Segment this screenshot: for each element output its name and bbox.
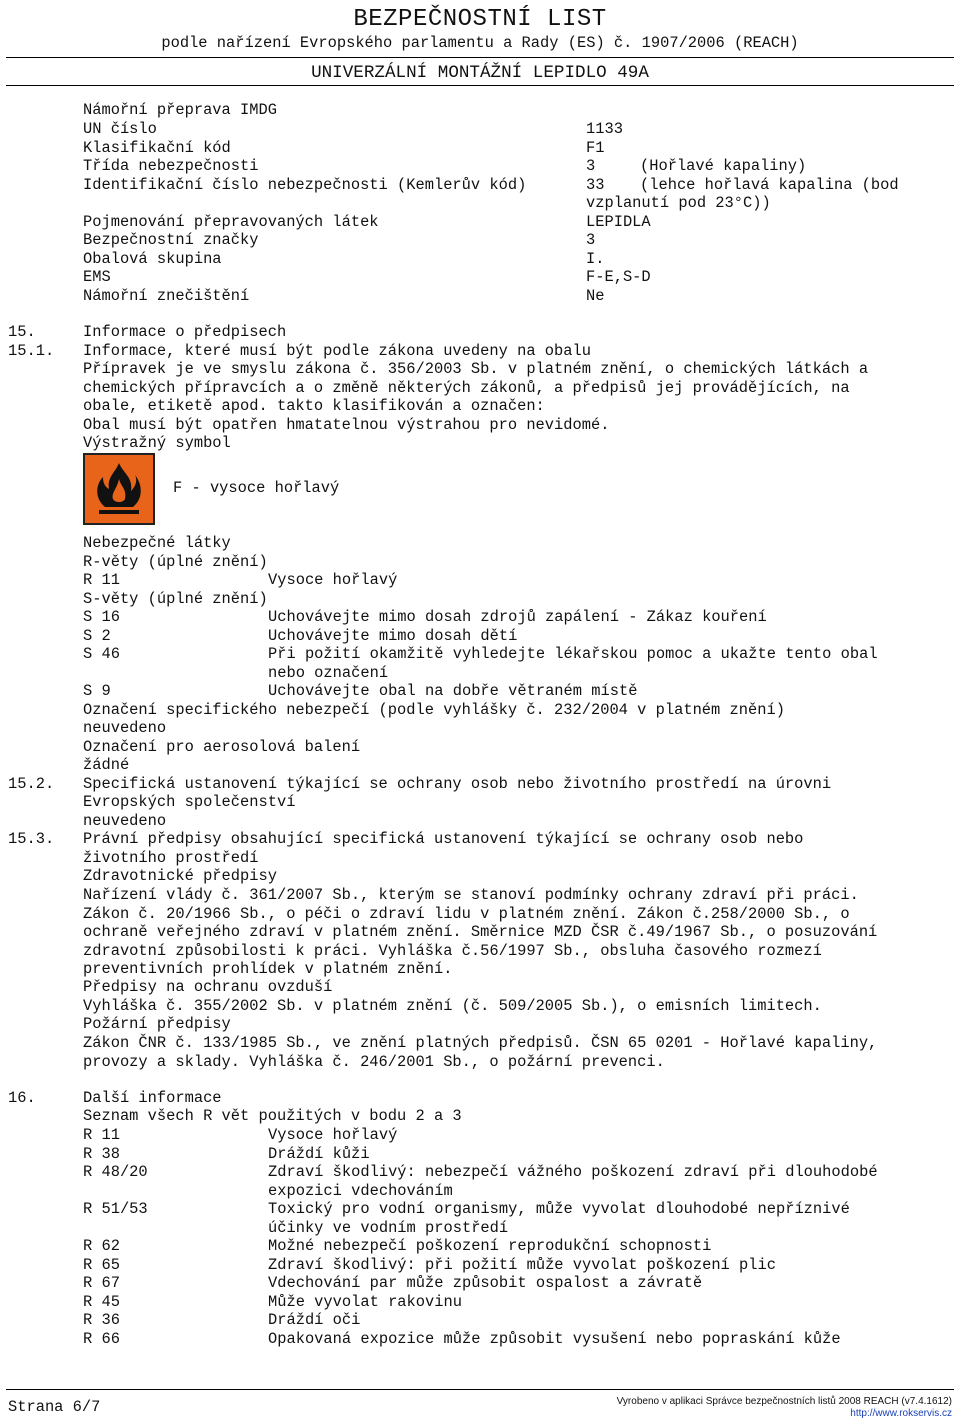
phrase-code: R 38 (83, 1144, 120, 1163)
imdg-heading-row (0, 101, 960, 120)
page-number: Strana 6/7 (8, 1398, 101, 1416)
air-heading-row (0, 978, 960, 997)
r-phrases-heading: R-věty (úplné znění) (83, 553, 268, 571)
footer-credits (617, 1396, 952, 1420)
phrase-code: R 66 (83, 1329, 120, 1348)
imdg-row (0, 268, 960, 287)
imdg-value: 1133 (586, 120, 623, 138)
phrase-text: Vdechování par může způsobit ospalost a závratě (268, 1274, 703, 1292)
section-number: 15. (8, 323, 36, 341)
imdg-value: F-E,S-D (586, 268, 651, 286)
phrase-code: R 62 (83, 1237, 120, 1255)
phrase-text: Dráždí oči (268, 1311, 361, 1329)
phrase-code: R 36 (83, 1311, 120, 1329)
s-phrase-row (0, 664, 960, 683)
section-number: 15.3. (8, 830, 55, 848)
imdg-value: 33 (586, 175, 605, 194)
symbol-label-row (0, 479, 960, 498)
section-15-2-heading (0, 775, 960, 794)
text-line-content: ochraně veřejného zdraví v platném znění. Směrnice MZD ČSR č.49/1967 Sb., o posuzování (83, 923, 878, 941)
phrase-text: Uchovávejte mimo dosah zdrojů zapálení - Zákaz kouření (268, 608, 767, 626)
text-line (0, 960, 960, 979)
vendor-link[interactable]: http://www.rokservis.cz (850, 1408, 952, 1419)
phrase-code: S 2 (83, 626, 111, 645)
aerosol-heading: Označení pro aerosolová balení (83, 738, 361, 756)
specific-hazard-value: neuvedeno (83, 719, 167, 737)
imdg-row (0, 231, 960, 250)
section-title: Informace o předpisech (83, 323, 287, 341)
imdg-label: Obalová skupina (83, 249, 222, 268)
r-list-row (0, 1200, 960, 1219)
section-value: neuvedeno (83, 812, 167, 830)
phrase-text: Zdraví škodlivý: nebezpečí vážného poškození zdraví při dlouhodobé (268, 1163, 878, 1181)
r-heading-row (0, 553, 960, 572)
imdg-label: UN číslo (83, 120, 157, 138)
imdg-label: Pojmenování přepravovaných látek (83, 212, 379, 231)
text-line-content: Zákon č. 20/1966 Sb., o péči o zdraví lidu v platném znění. Zákon č.258/2000 Sb., o (83, 904, 850, 923)
health-heading-row (0, 867, 960, 886)
text-line-content: preventivních prohlídek v platném znění. (83, 960, 453, 978)
phrase-code: S 16 (83, 608, 120, 626)
s-heading-row (0, 590, 960, 609)
section-15-2-value (0, 812, 960, 831)
phrase-text: Vysoce hořlavý (268, 571, 398, 589)
text-line-content: provozy a sklady. Vyhláška č. 246/2001 Sb., o požární prevenci. (83, 1052, 665, 1071)
text-line (0, 1034, 960, 1053)
r-list-row (0, 1293, 960, 1312)
r-list-row (0, 1145, 960, 1164)
air-line-row (0, 997, 960, 1016)
text-line-content: Přípravek je ve smyslu zákona č. 356/2003 Sb. v platném znění, o chemických látkách a (83, 360, 869, 378)
product-name: UNIVERZÁLNÍ MONTÁŽNÍ LEPIDLO 49A (311, 63, 649, 83)
text-line-content: chemických přípravcích a o změně některých zákonů, a předpisů jej provádějících, na (83, 378, 850, 397)
imdg-label: Bezpečnostní značky (83, 231, 259, 249)
fire-regulations-heading: Požární předpisy (83, 1015, 231, 1033)
air-regulations-heading: Předpisy na ochranu ovzduší (83, 978, 333, 996)
r-list-heading: Seznam všech R vět použitých v bodu 2 a 3 (83, 1107, 462, 1125)
s-phrase-row (0, 608, 960, 627)
s-phrase-row (0, 645, 960, 664)
symbol-label: F - vysoce hořlavý (173, 479, 340, 497)
imdg-extra: (lehce hořlavá kapalina (bod (640, 175, 899, 194)
header-divider-top (6, 57, 954, 58)
health-regulations-heading: Zdravotnické předpisy (83, 867, 277, 885)
imdg-row (0, 176, 960, 195)
spec-value-row (0, 719, 960, 738)
spec-heading-row (0, 701, 960, 720)
imdg-label: Klasifikační kód (83, 138, 231, 157)
phrase-code: S 46 (83, 645, 120, 663)
phrase-code: R 48/20 (83, 1163, 148, 1181)
air-regulations-text: Vyhláška č. 355/2002 Sb. v platném znění (č. 509/2005 Sb.), o emisních limitech. (83, 997, 822, 1015)
imdg-value: I. (586, 249, 605, 268)
imdg-label: Identifikační číslo nebezpečnosti (Kemlerův kód) (83, 175, 527, 194)
phrase-code: R 67 (83, 1274, 120, 1292)
section-15-1-heading (0, 342, 960, 361)
phrase-code: R 11 (83, 571, 120, 589)
phrase-code: R 45 (83, 1292, 120, 1311)
section-number: 15.1. (8, 342, 55, 360)
section-15-2-heading-cont (0, 793, 960, 812)
phrase-code: R 11 (83, 1126, 120, 1144)
s-phrases-heading: S-věty (úplné znění) (83, 590, 268, 608)
text-line-content: Nařízení vlády č. 361/2007 Sb., kterým se stanoví podmínky ochrany zdraví při práci. (83, 886, 859, 904)
phrase-text: Při požití okamžitě vyhledejte lékařskou pomoc a ukažte tento obal (268, 645, 878, 663)
r-list-row (0, 1237, 960, 1256)
header-divider-bottom (6, 85, 954, 86)
phrase-text: nebo označení (268, 663, 389, 682)
section-15-3-heading-cont (0, 849, 960, 868)
r-list-row (0, 1182, 960, 1201)
section-title: Evropských společenství (83, 793, 296, 811)
s-phrase-row (0, 682, 960, 701)
text-line (0, 416, 960, 435)
r-list-row (0, 1126, 960, 1145)
r-list-row (0, 1256, 960, 1275)
imdg-row (0, 120, 960, 139)
aero-value-row (0, 756, 960, 775)
imdg-label: EMS (83, 268, 111, 286)
r-list-row (0, 1163, 960, 1182)
phrase-text: Uchovávejte mimo dosah dětí (268, 626, 518, 645)
section-title: Další informace (83, 1089, 222, 1107)
section-title: Právní předpisy obsahující specifická ustanovení týkající se ochrany osob nebo (83, 830, 804, 848)
phrase-code: S 9 (83, 682, 111, 700)
section-15-heading (0, 323, 960, 342)
text-line (0, 379, 960, 398)
imdg-label: Třída nebezpečnosti (83, 157, 259, 175)
phrase-code: R 51/53 (83, 1200, 148, 1218)
section-title: Informace, které musí být podle zákona uvedeny na obalu (83, 342, 591, 360)
phrase-text: Vysoce hořlavý (268, 1126, 398, 1144)
imdg-row (0, 194, 960, 213)
text-line (0, 942, 960, 961)
imdg-label: Námořní znečištění (83, 286, 250, 305)
phrase-text: Možné nebezpečí poškození reprodukční schopnosti (268, 1237, 712, 1255)
document-subtitle: podle nařízení Evropského parlamentu a Rady (ES) č. 1907/2006 (REACH) (161, 34, 799, 52)
r-list-row (0, 1330, 960, 1349)
phrase-text: Toxický pro vodní organismy, může vyvolat dlouhodobé nepříznivé (268, 1200, 850, 1218)
text-line (0, 1053, 960, 1072)
section-15-3-heading (0, 830, 960, 849)
imdg-row (0, 139, 960, 158)
r-phrase-row (0, 571, 960, 590)
phrase-text: Dráždí kůži (268, 1144, 370, 1163)
imdg-value: 3 (586, 231, 596, 249)
section-number: 16. (8, 1089, 36, 1107)
imdg-value: vzplanutí pod 23°C)) (586, 194, 771, 212)
aerosol-value: žádné (83, 756, 130, 774)
text-line (0, 905, 960, 924)
specific-hazard-heading: Označení specifického nebezpečí (podle vyhlášky č. 232/2004 v platném znění) (83, 701, 785, 719)
imdg-heading: Námořní přeprava IMDG (83, 101, 277, 119)
section-number: 15.2. (8, 775, 55, 793)
imdg-value: 3 (586, 157, 596, 175)
imdg-value: Ne (586, 286, 605, 305)
phrase-text: Může vyvolat rakovinu (268, 1292, 462, 1311)
imdg-value: F1 (586, 138, 605, 157)
phrase-text: Opakovaná expozice může způsobit vysušení nebo popraskání kůže (268, 1329, 841, 1348)
hazard-heading-row (0, 534, 960, 553)
generator-note: Vyrobeno v aplikaci Správce bezpečnostních listů 2008 REACH (v7.4.1612) (616, 1396, 952, 1407)
imdg-extra: (Hořlavé kapaliny) (640, 157, 807, 175)
r-list-heading-row (0, 1107, 960, 1126)
section-16-heading (0, 1089, 960, 1108)
text-line-content: Obal musí být opatřen hmatatelnou výstrahou pro nevidomé. (83, 415, 610, 434)
aero-heading-row (0, 738, 960, 757)
hazard-heading: Nebezpečné látky (83, 534, 231, 552)
text-line (0, 397, 960, 416)
fire-heading-row (0, 1015, 960, 1034)
r-list-row (0, 1219, 960, 1238)
document-title: BEZPEČNOSTNÍ LIST (353, 6, 607, 33)
phrase-text: Zdraví škodlivý: při požití může vyvolat poškození plic (268, 1255, 776, 1274)
text-line (0, 886, 960, 905)
phrase-text: Uchovávejte obal na dobře větraném místě (268, 682, 638, 700)
imdg-row (0, 157, 960, 176)
imdg-value: LEPIDLA (586, 212, 651, 231)
s-phrase-row (0, 627, 960, 646)
text-line (0, 360, 960, 379)
phrase-text: expozici vdechováním (268, 1181, 453, 1200)
phrase-code: R 65 (83, 1255, 120, 1274)
section-title: Specifická ustanovení týkající se ochrany osob nebo životního prostředí na úrovni (83, 775, 832, 793)
footer-divider (6, 1389, 954, 1390)
r-list-row (0, 1311, 960, 1330)
text-line (0, 923, 960, 942)
imdg-row (0, 250, 960, 269)
text-line (0, 434, 960, 453)
phrase-text: účinky ve vodním prostředí (268, 1218, 509, 1237)
section-title: životního prostředí (83, 849, 259, 867)
text-line-content: zdravotní způsobilosti k práci. Vyhláška č.56/1997 Sb., obsluha časového rozmezí (83, 941, 822, 960)
imdg-row (0, 213, 960, 232)
text-line-content: Výstražný symbol (83, 434, 231, 452)
r-list-row (0, 1274, 960, 1293)
text-line-content: Zákon ČNR č. 133/1985 Sb., ve znění platných předpisů. ČSN 65 0201 - Hořlavé kapaliny, (83, 1034, 878, 1052)
text-line-content: obale, etiketě apod. takto klasifikován a označen: (83, 397, 545, 415)
imdg-row (0, 287, 960, 306)
